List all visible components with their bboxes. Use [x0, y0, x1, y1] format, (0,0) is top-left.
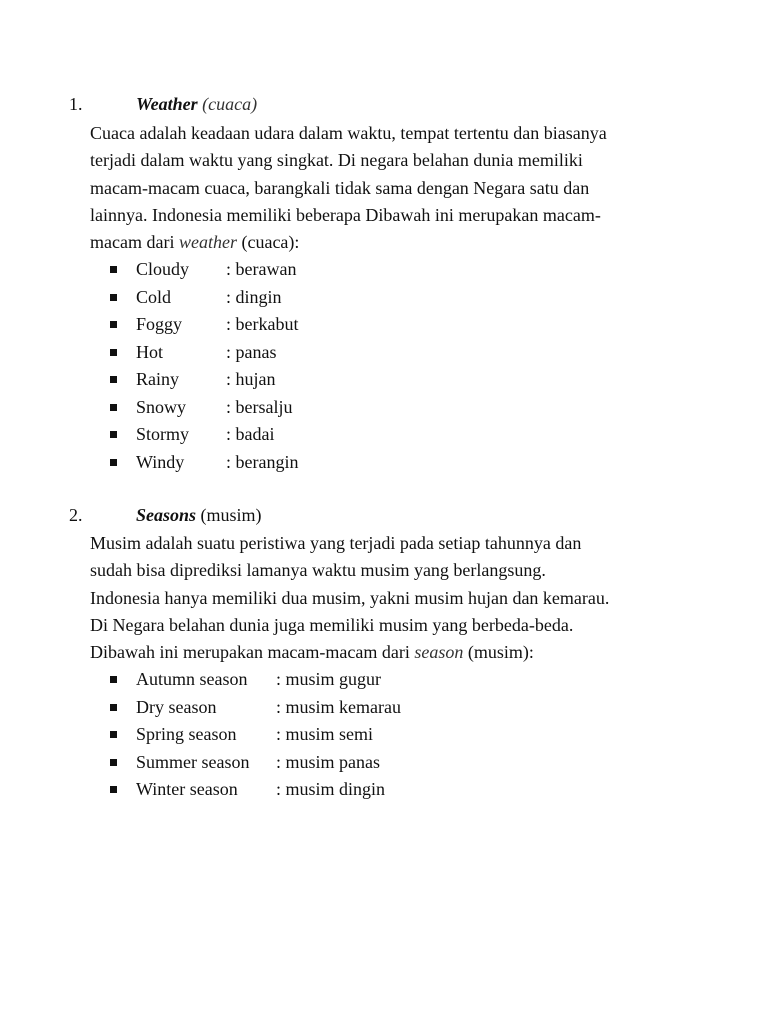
square-bullet-icon — [110, 266, 117, 273]
item-term: Cold — [136, 286, 172, 307]
item-definition: : berangin — [226, 451, 299, 472]
emphasized-term: season — [414, 642, 464, 663]
item-definition: : musim gugur — [276, 669, 382, 689]
translation-text: (musim) — [200, 505, 262, 525]
item-term: Foggy — [136, 314, 183, 334]
paragraph-line: macam-macam cuaca, barangkali tidak sama dengan Negara satu dan — [90, 177, 590, 198]
square-bullet-icon — [110, 731, 117, 738]
item-term: Rainy — [136, 369, 179, 389]
item-term: Winter season — [136, 779, 238, 799]
item-definition: : bersalju — [226, 396, 293, 417]
item-definition: : musim panas — [276, 751, 380, 772]
square-bullet-icon — [110, 704, 117, 711]
item-term: Autumn season — [136, 669, 248, 689]
item-definition: : berkabut — [226, 314, 299, 334]
section-term: Seasons — [136, 505, 197, 525]
item-definition: : badai — [226, 424, 275, 444]
paragraph-line — [90, 229, 690, 256]
section-term: Weather — [136, 94, 198, 114]
square-bullet-icon — [110, 786, 117, 793]
section-number: 2. — [69, 505, 83, 525]
item-term: Snowy — [136, 396, 187, 417]
paragraph-line: Musim adalah suatu peristiwa yang terjadi pada setiap tahunnya dan — [90, 533, 582, 553]
item-term: Cloudy — [136, 259, 190, 279]
item-definition: : hujan — [226, 369, 276, 389]
item-definition: : panas — [226, 341, 277, 362]
section-number: 1. — [69, 94, 83, 114]
paragraph-line: Cuaca adalah keadaan udara dalam waktu, tempat tertentu dan biasanya — [90, 123, 607, 143]
paragraph-line: lainnya. Indonesia memiliki beberapa Dibawah ini merupakan macam- — [90, 204, 601, 225]
item-definition: : dingin — [226, 286, 282, 307]
item-term: Windy — [136, 451, 185, 472]
section-paragraph — [90, 530, 690, 666]
section-translation — [201, 505, 262, 525]
paragraph-text: Dibawah ini merupakan macam-macam dari — [90, 642, 415, 663]
section-title — [136, 502, 262, 529]
paragraph-text: (cuaca): — [236, 232, 300, 253]
item-definition: : musim kemarau — [276, 696, 401, 717]
square-bullet-icon — [110, 676, 117, 683]
paragraph-text: (musim): — [463, 642, 534, 663]
square-bullet-icon — [110, 759, 117, 766]
emphasized-term: weather — [178, 232, 237, 253]
translation-text: (cuaca) — [202, 94, 258, 114]
item-term: Summer season — [136, 751, 250, 772]
item-term: Dry season — [136, 696, 217, 717]
section-paragraph — [90, 120, 690, 256]
section-translation — [202, 94, 257, 114]
item-term: Spring season — [136, 724, 237, 744]
paragraph-text: macam dari — [90, 232, 179, 253]
item-definition: : berawan — [226, 259, 297, 279]
item-term: Stormy — [136, 424, 190, 444]
square-bullet-icon — [110, 459, 117, 466]
square-bullet-icon — [110, 376, 117, 383]
section-title — [136, 91, 257, 118]
square-bullet-icon — [110, 349, 117, 356]
paragraph-line: terjadi dalam waktu yang singkat. Di negara belahan dunia memiliki — [90, 150, 583, 171]
square-bullet-icon — [110, 294, 117, 301]
paragraph-line: Di Negara belahan dunia juga memiliki musim yang berbeda-beda. — [90, 614, 574, 635]
square-bullet-icon — [110, 431, 117, 438]
square-bullet-icon — [110, 404, 117, 411]
item-definition: : musim dingin — [276, 779, 386, 799]
item-term: Hot — [136, 341, 163, 362]
item-definition: : musim semi — [276, 724, 374, 744]
paragraph-line — [90, 639, 690, 666]
paragraph-line: Indonesia hanya memiliki dua musim, yakni musim hujan dan kemarau. — [90, 587, 610, 608]
square-bullet-icon — [110, 321, 117, 328]
paragraph-line: sudah bisa diprediksi lamanya waktu musim yang berlangsung. — [90, 560, 546, 581]
